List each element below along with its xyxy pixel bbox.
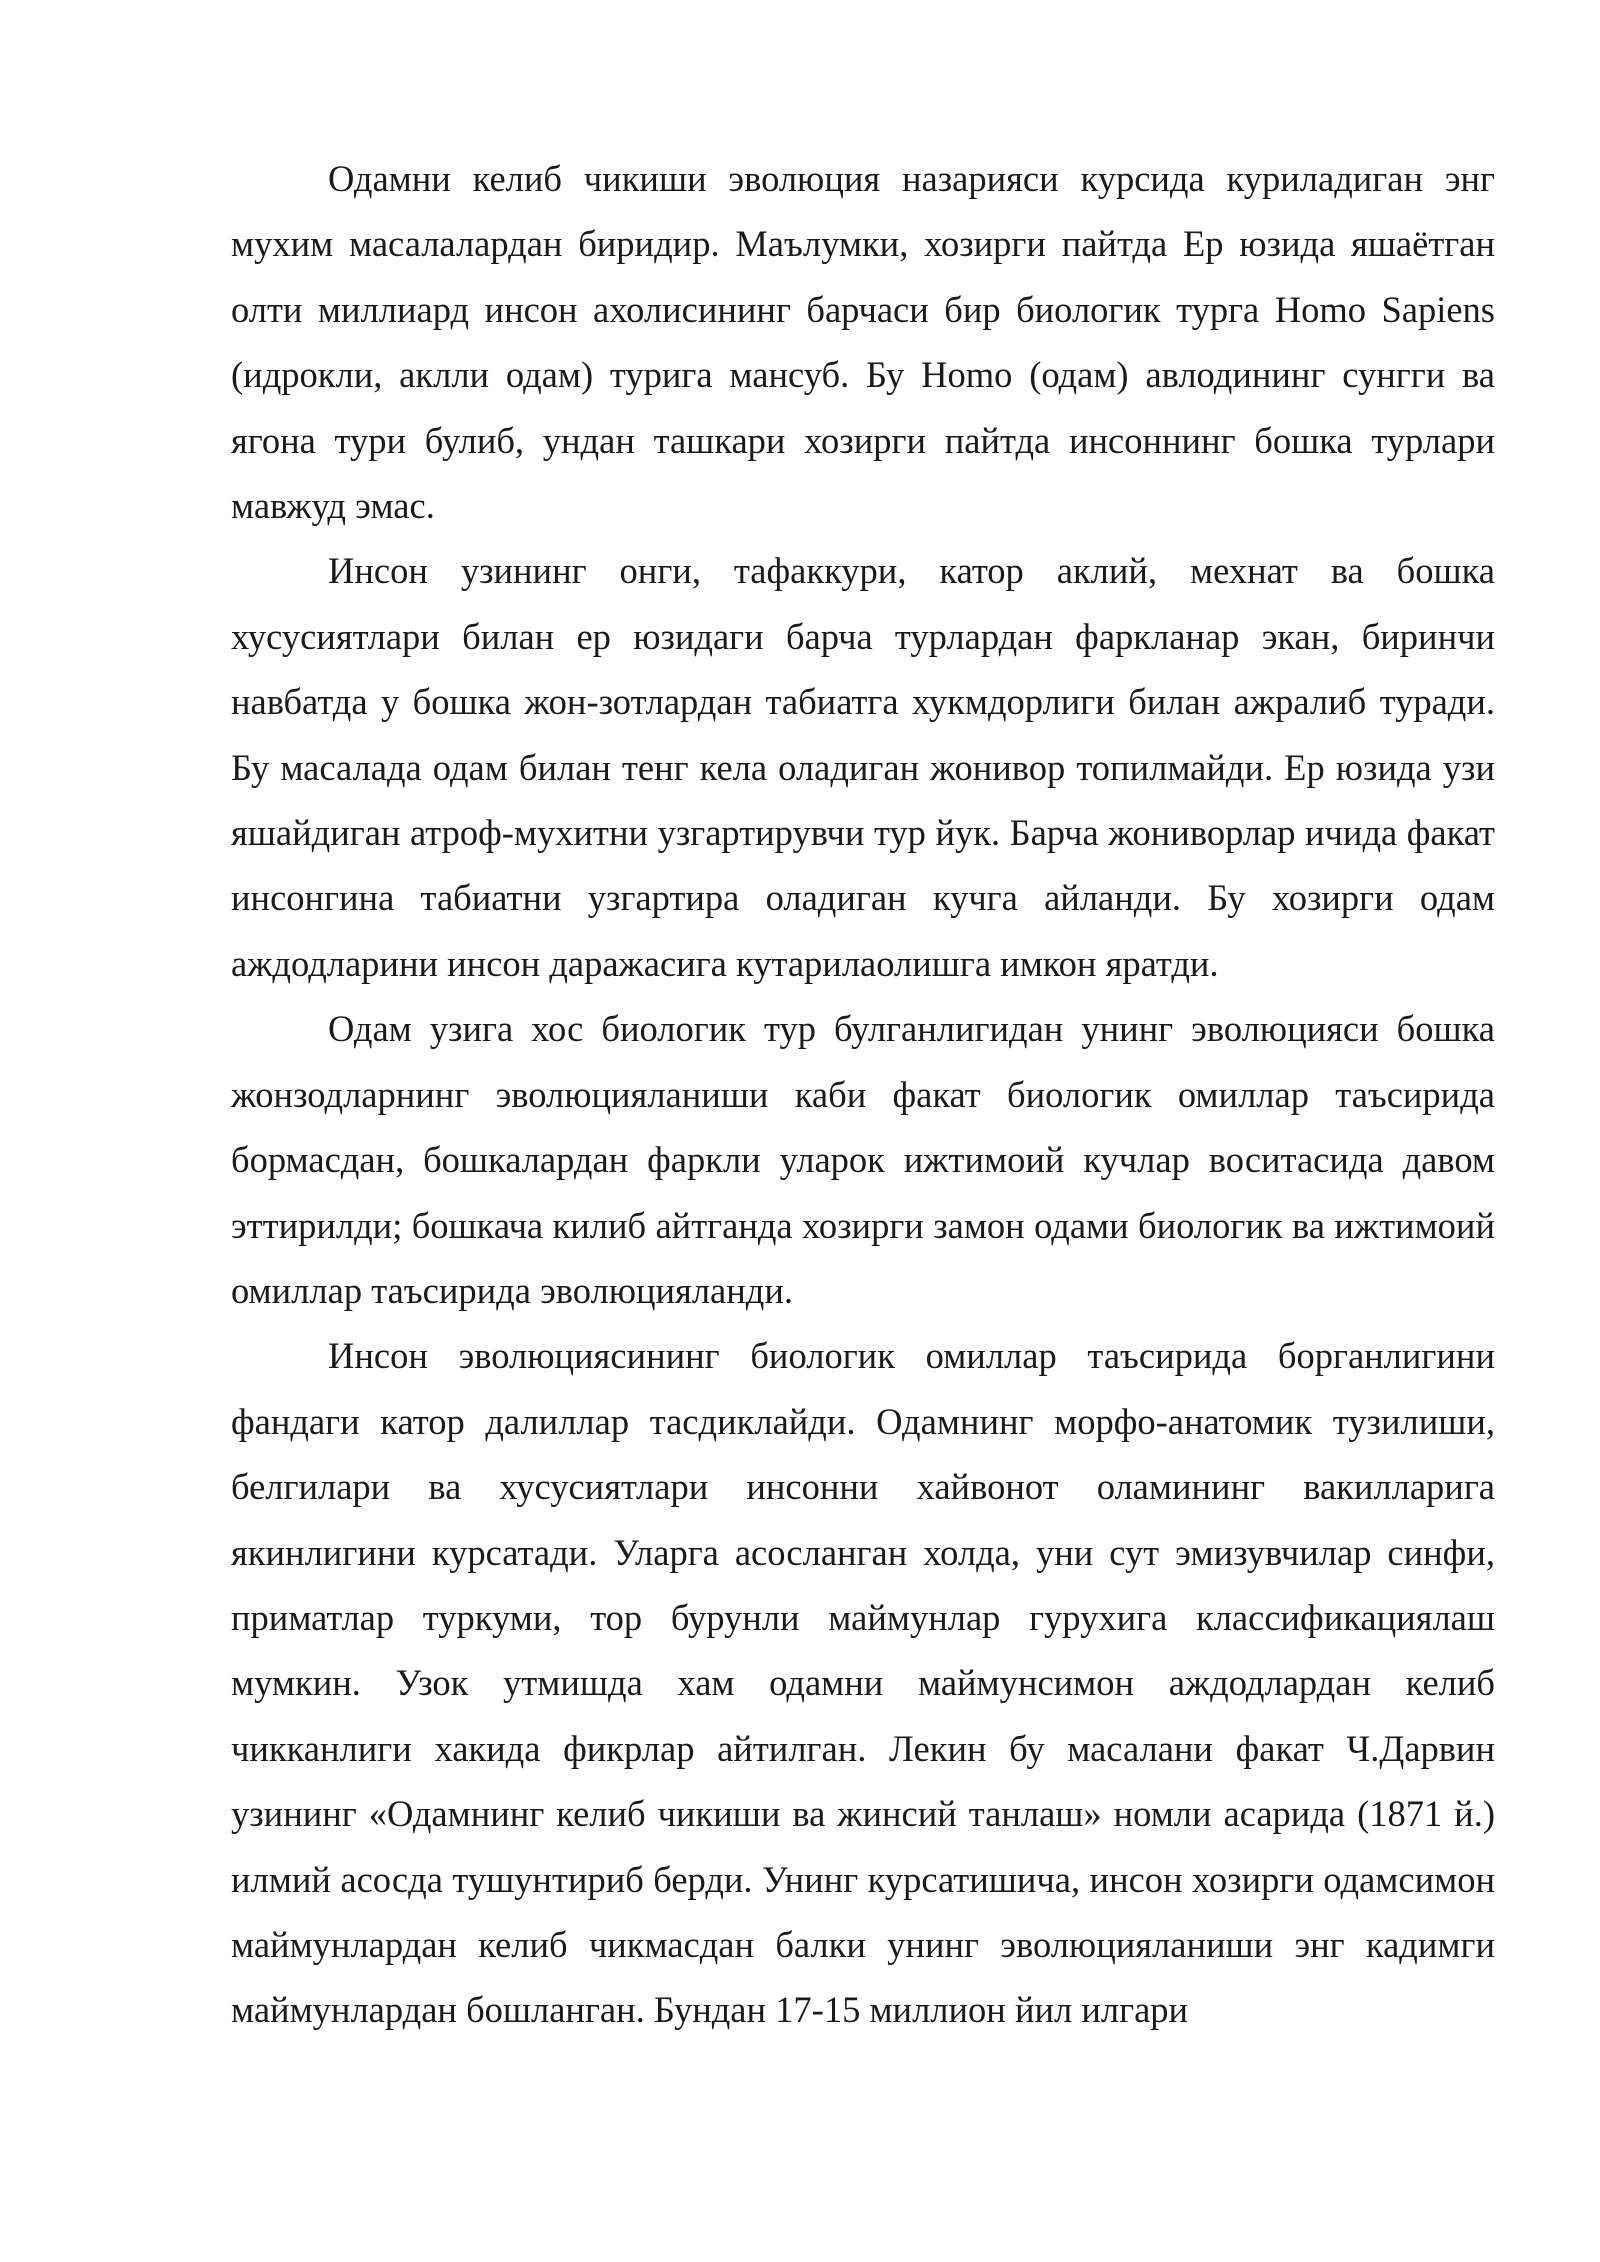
document-body (231, 146, 1495, 2043)
paragraph-2: Инсон узининг онги, тафаккури, катор аклий, мехнат ва бошка хусусиятлари билан ер юзидаги барча турлардан фаркланар экан, биринчи навбатда у бошка жон-зотлардан табиатга хукмдорлиги билан ажралиб туради. Бу масалада одам билан тенг кела оладиган жонивор топилмайди. Ер юзида узи яшайдиган атроф-мухитни узгартирувчи тур йук. Барча жониворлар ичида факат инсонгина табиатни узгартира оладиган кучга айланди. Бу хозирги одам аждодларини инсон даражасига кутарилаолишга имкон яратди. (231, 550, 1495, 984)
paragraph-4: Инсон эволюциясининг биологик омиллар таъсирида борганлигини фандаги катор далиллар тасдиклайди. Одамнинг морфо-анатомик тузилиши, белгилари ва хусусиятлари инсонни хайвонот оламининг вакилларига якинлигини курсатади. Уларга асосланган холда, уни сут эмизувчилар синфи, приматлар туркуми, тор бурунли маймунлар гурухига классификациялаш мумкин. Узок утмишда хам одамни маймунсимон аждодлардан келиб чикканлиги хакида фикрлар айтилган. Лекин бу масалани факат Ч.Дарвин узининг «Одамнинг келиб чикиши ва жинсий танлаш» номли асарида (1871 й.) илмий асосда тушунтириб берди. Унинг курсатишича, инсон хозирги одамсимон маймунлардан келиб чикмасдан балки унинг эволюцияланиши энг кадимги маймунлардан бошланган. Бундан 17-15 миллион йил илгари (231, 1335, 1495, 2031)
paragraph-3: Одам узига хос биологик тур булганлигидан унинг эволюцияси бошка жонзодларнинг эволюцияланиши каби факат биологик омиллар таъсирида бормасдан, бошкалардан фаркли уларок ижтимоий кучлар воситасида давом эттирилди; бошкача килиб айтганда хозирги замон одами биологик ва ижтимоий омиллар таъсирида эволюцияланди. (231, 1008, 1495, 1311)
paragraph-1: Одамни келиб чикиши эволюция назарияси курсида куриладиган энг мухим масалалардан биридир. Маълумки, хозирги пайтда Ер юзида яшаётган олти миллиард инсон ахолисининг барчаси бир биологик турга Homo Sapiens (идрокли, аклли одам) турига мансуб. Бу Homo (одам) авлодининг сунгги ва ягона тури булиб, ундан ташкари хозирги пайтда инсоннинг бошка турлари мавжуд эмас. (231, 158, 1495, 527)
